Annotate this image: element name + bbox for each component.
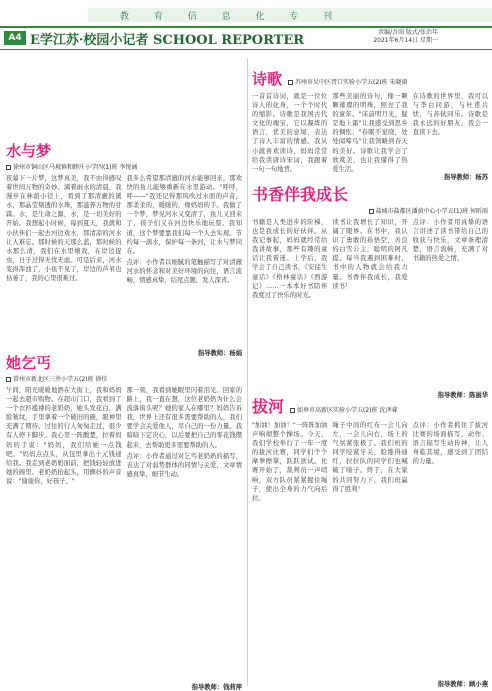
article-teacher: 指导教师：顾小燕 bbox=[437, 681, 488, 688]
article-byline: 徐州市铜山区马坡镇和睦庄小学四(1)班 李悦涵 bbox=[6, 162, 242, 171]
article-byline: 常州市新北区三井小学五(2)班 徐佳 bbox=[6, 374, 242, 383]
article-byline: 盐城市盐都区潘黄中心小学五(1)班 何昕雨 bbox=[252, 206, 488, 215]
page-number: A4 bbox=[4, 31, 26, 45]
bullet-icon bbox=[290, 408, 295, 413]
article-col: 那些美丽的诗句，像一颗颗璀璨的明珠，照亮了我的童年。"床前明月光，疑是地上霜"让我感受到思乡的惆怅；"春眠不觉晓，处处闻啼鸟"让我领略到春天的美好。诗歌让我学会了欣赏美，也让我懂得了热爱生活。 bbox=[332, 93, 408, 172]
article-teacher: 指导教师：杨苏 bbox=[443, 174, 488, 181]
article-teacher: 指导教师：陈丽华 bbox=[437, 392, 488, 399]
article-teacher: 指导教师：钱莉萍 bbox=[191, 684, 242, 691]
article-books bbox=[252, 182, 488, 399]
article-col: 书籍是人类进步的阶梯，也是我成长的好伙伴。从我记事起，妈妈就经常给我讲故事，那些有趣的童话让我着迷。上学后，我学会了自己读书，《安徒生童话》《格林童话》《西游记》……一本本好书陪伴我度过了快乐的时光。 bbox=[252, 219, 328, 299]
article-col: 绳子中间的红布一会儿向左，一会儿向右，场上的气氛紧张极了。我们班的同学咬紧牙关，脸涨得通红，拉拉队的同学们也喊破了嗓子。终于，在大家的共同努力下，我们班赢得了胜利！ bbox=[332, 422, 408, 493]
article-beggar bbox=[6, 352, 242, 691]
article-tug-of-war bbox=[252, 394, 488, 686]
article-title: 拔河 bbox=[252, 397, 285, 416]
article-comment: 点评：小作者以细腻的笔触描写了对清澈河水的怀念和对美好环境的向往，语言流畅，情感真挚，结尾点题，发人深省。 bbox=[126, 258, 242, 285]
article-poetry bbox=[252, 68, 488, 181]
article-byline: 如皋市高新区实验小学五(2)班 沈泽睿 bbox=[290, 405, 397, 414]
article-title: 她乞丐 bbox=[6, 354, 52, 372]
masthead bbox=[0, 28, 492, 50]
issue-meta bbox=[373, 29, 438, 45]
article-col: 我多么希望那清澈的河水能够回来，那欢快的鱼儿能够重新在水里游动。"呼呼，呼——"我还记得那风吹过水面的声音，那柔柔的，暖暖的，像妈妈的手。我做了一个梦，梦见河水又变清了，鱼儿又回来了，孩子们又在河边快乐地玩耍。我知道，这个梦要靠我们每一个人去实现。节约每一滴水，保护每一条河，让水与梦同在。 点评：小作者以细腻的笔触描写了对清澈河水的怀念和对美好环境的向往，语言流畅，情感真挚，结尾点题，发人深省。 bbox=[126, 175, 242, 285]
article-title: 书香伴我成长 bbox=[252, 185, 349, 204]
article-col: 读书让我增长了知识，开阔了眼界。在书中，我认识了勇敢的孙悟空，善良的白雪公主，聪明的阿凡提。每当我遇到困难时，书中的人物就会给我力量。书香伴我成长，我爱读书！ bbox=[332, 219, 408, 290]
article-col: 在诗歌的世界里，我可以与李白同游，与杜甫共忧，与苏轼同乐。诗歌是我永远的好朋友，我会一直读下去。 bbox=[412, 93, 488, 137]
article-water-dream bbox=[6, 140, 242, 357]
article-title: 诗歌 bbox=[252, 70, 283, 88]
date-line: 2021年6月14日 星期一 bbox=[373, 37, 438, 44]
bullet-icon bbox=[6, 165, 11, 170]
bullet-icon bbox=[6, 377, 11, 382]
bullet-icon bbox=[369, 209, 374, 214]
editor-line: 责编/吾雨 版式/张治年 bbox=[378, 29, 438, 36]
article-col: 午间，阳光暖暖地洒在大街上，我和妈妈一起去超市购物。在超市门口，我看到了一个衣衫褴褛的老奶奶，她头发花白，满脸皱纹，手里拿着一个破旧的碗，眼神里充满了期待。过往的行人匆匆走过，很少有人停下脚步。我心里一阵酸楚，拉着妈妈的手说："妈妈，我们给她一点钱吧。"妈妈点点头，从包里拿出十元钱递给我。我走到老奶奶面前，把钱轻轻放进她的碗里。老奶奶抬起头，用颤抖的声音说："谢谢你，好孩子。" bbox=[6, 387, 122, 485]
article-title: 水与梦 bbox=[6, 142, 52, 160]
column-divider bbox=[247, 58, 248, 686]
bullet-icon bbox=[288, 80, 293, 85]
article-col: 夜幕下一片梦，这梦真美，我不由得感叹着世间万物的奇妙。滴着雨水的清晨，我漫步在林荫小径上，看到了那清澈的溪水，那晶莹剔透的水珠，那滋养万物的甘霖。水，是生命之源，水，是一切美好的开始。我想起小时候，每到夏天，我就和小伙伴们一起去河边戏水，那清凉的河水让人难忘。那时候的天那么蓝，那时候的水那么清，我们在水里嬉戏，在岸边捉虫，日子过得无忧无虑。可是后来，河水变得浑浊了，小鱼不见了，岸边的芦苇也枯萎了，我的心里很难过。 bbox=[6, 175, 122, 283]
article-comment: 点评：小作者抓住了拔河比赛的场面描写，动作、语言描写生动传神，让人身临其境，感受到了团结的力量。 bbox=[412, 422, 488, 466]
article-comment: 点评：小作者用真挚的语言讲述了读书带给自己的收获与快乐，文章条理清楚，语言流畅，充满了对书籍的热爱之情。 bbox=[412, 219, 488, 263]
article-teacher: 指导教师：杨娟 bbox=[197, 350, 242, 357]
article-byline: 苏州市吴中区胥口实验小学五(2)班 朱晓雨 bbox=[288, 77, 407, 86]
masthead-rule bbox=[0, 49, 492, 50]
article-col: 那一刻，我看到她眼里闪着泪光。回家的路上，我一直在想，这位老奶奶为什么会流落街头呢？她的家人在哪里？妈妈告诉我，世界上还有很多需要帮助的人，我们要学会关爱他人，尽自己的一份力量。我暗暗下定决心，以后要把自己的零花钱攒起来，去帮助更多需要帮助的人。 点评：小作者通过对乞丐老奶奶的描写，表达了对弱势群体的同情与关爱，文章情感真挚，细节生动。 bbox=[126, 387, 242, 478]
top-band bbox=[0, 0, 492, 28]
article-col: 一首首诗词，就是一位位诗人的化身，一个个时代的缩影。诗歌是我国古代文化的瑰宝，它以凝练的语言，优美的意境，表达了诗人丰富的情感。我从小就喜欢读诗，妈妈常常给我读唐诗宋词，我跟着一句一句地背。 bbox=[252, 93, 328, 172]
band-title: 教 育 信 息 化 专 刊 bbox=[120, 12, 344, 22]
article-comment: 点评：小作者通过对乞丐老奶奶的描写，表达了对弱势群体的同情与关爱，文章情感真挚，细节生动。 bbox=[126, 452, 242, 478]
paper-name: E学江苏·校园小记者 SCHOOL REPORTER bbox=[30, 33, 305, 48]
article-col: "加油！加油！"一阵阵加油声响彻整个操场。今天，我们学校举行了一年一度的拔河比赛，同学们个个摩拳擦掌，跃跃欲试。比赛开始了，裁判员一声哨响，双方队员紧紧握住绳子，使出全身的力气向后拉。 bbox=[252, 422, 328, 502]
